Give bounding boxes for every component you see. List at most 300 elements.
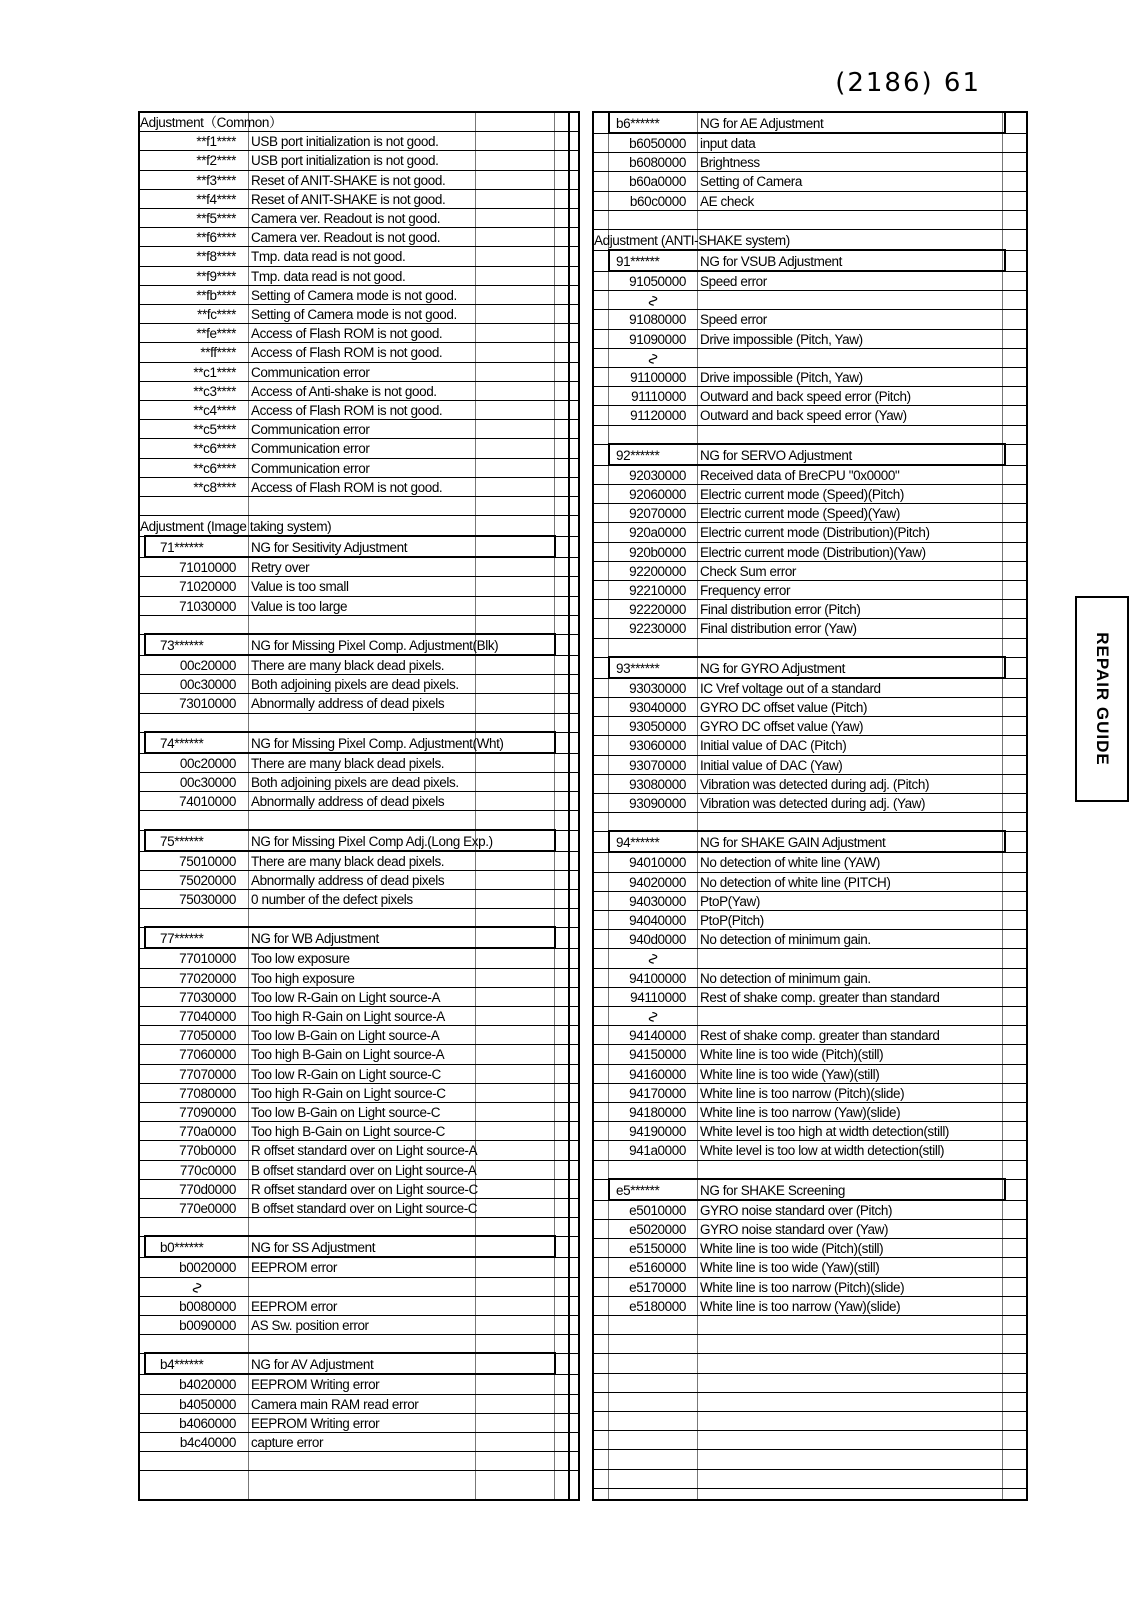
table-row bbox=[140, 305, 578, 324]
table-row bbox=[594, 1239, 1026, 1258]
error-code: 77050000 bbox=[179, 1028, 236, 1044]
error-description: GYRO noise standard over (Yaw) bbox=[700, 1222, 889, 1237]
table-row bbox=[594, 1220, 1026, 1239]
table-row bbox=[140, 171, 578, 190]
error-code: 92220000 bbox=[629, 602, 686, 618]
error-code: **f1**** bbox=[196, 134, 236, 150]
error-description: Access of Flash ROM is not good. bbox=[251, 479, 443, 495]
error-code: e5150000 bbox=[629, 1241, 686, 1257]
error-description: Too low B-Gain on Light source-A bbox=[251, 1028, 440, 1044]
error-code: 00c30000 bbox=[179, 677, 236, 693]
error-description: White line is too narrow (Yaw)(slide) bbox=[700, 1298, 901, 1314]
error-code: b0090000 bbox=[179, 1318, 236, 1333]
error-code: 91100000 bbox=[630, 370, 686, 385]
table-row bbox=[594, 581, 1026, 600]
page-number: (2186) 61 bbox=[835, 68, 981, 98]
error-description: Too low R-Gain on Light source-A bbox=[251, 989, 441, 1005]
error-code: 92230000 bbox=[629, 621, 686, 637]
group-code: 92****** bbox=[616, 447, 660, 463]
error-code: 93030000 bbox=[629, 680, 686, 696]
table-row bbox=[140, 871, 578, 890]
table-row bbox=[140, 209, 578, 228]
table-row bbox=[594, 272, 1026, 291]
table-row bbox=[140, 459, 578, 478]
error-code: 77060000 bbox=[179, 1047, 236, 1063]
error-code: e5020000 bbox=[629, 1222, 686, 1237]
table-row bbox=[140, 286, 578, 305]
error-code: 770a0000 bbox=[179, 1124, 236, 1140]
right-rows bbox=[594, 113, 1026, 1499]
range-row bbox=[594, 1007, 1026, 1026]
group-header bbox=[594, 251, 1026, 272]
range-tilde-icon: ∿ bbox=[644, 952, 662, 966]
error-description: Tmp. data read is not good. bbox=[251, 249, 406, 265]
error-code: 941a0000 bbox=[629, 1143, 686, 1159]
table-row bbox=[140, 675, 578, 694]
error-code: e5170000 bbox=[629, 1279, 686, 1295]
error-description: White line is too narrow (Pitch)(slide) bbox=[700, 1085, 905, 1101]
error-code: 93040000 bbox=[629, 700, 686, 715]
table-row bbox=[140, 1375, 578, 1394]
section-header bbox=[140, 113, 578, 132]
table-row bbox=[594, 892, 1026, 911]
error-description: Vibration was detected during adj. (Yaw) bbox=[700, 796, 926, 811]
error-description: White line is too wide (Yaw)(still) bbox=[700, 1260, 880, 1276]
error-code: b6080000 bbox=[629, 155, 686, 171]
error-description: Too low R-Gain on Light source-C bbox=[251, 1066, 441, 1082]
error-description: Electric current mode (Speed)(Yaw) bbox=[700, 506, 900, 522]
error-description: Abnormally address of dead pixels bbox=[251, 872, 445, 888]
blank-row bbox=[594, 211, 1026, 230]
left-error-table bbox=[138, 111, 580, 1501]
group-header bbox=[140, 537, 578, 558]
error-code: **c3**** bbox=[193, 383, 236, 399]
error-code: 94030000 bbox=[629, 893, 686, 909]
error-code: **f8**** bbox=[196, 249, 236, 265]
table-row bbox=[140, 439, 578, 458]
error-code: 77090000 bbox=[179, 1105, 236, 1120]
error-code: 94040000 bbox=[629, 913, 686, 928]
error-code: 71030000 bbox=[179, 598, 236, 614]
error-code: 94020000 bbox=[629, 874, 686, 890]
error-description: EEPROM Writing error bbox=[251, 1415, 380, 1431]
error-description: IC Vref voltage out of a standard bbox=[700, 680, 881, 696]
error-description: Both adjoining pixels are dead pixels. bbox=[251, 775, 459, 790]
group-title: NG for GYRO Adjustment bbox=[700, 660, 845, 676]
table-row bbox=[140, 577, 578, 596]
error-description: Access of Anti-shake is not good. bbox=[251, 383, 437, 399]
group-title: NG for SHAKE Screening bbox=[700, 1182, 846, 1198]
table-row bbox=[140, 247, 578, 266]
table-row bbox=[140, 852, 578, 871]
error-code: **c6**** bbox=[193, 460, 236, 476]
error-code: 93050000 bbox=[629, 719, 686, 735]
error-description: Frequency error bbox=[700, 583, 791, 598]
error-description: input data bbox=[700, 136, 756, 151]
error-code: 770d0000 bbox=[179, 1181, 236, 1197]
error-code: 920a0000 bbox=[629, 525, 686, 541]
error-description: Initial value of DAC (Yaw) bbox=[700, 757, 843, 773]
table-row bbox=[594, 873, 1026, 892]
error-code: 91110000 bbox=[631, 389, 686, 405]
error-description: Access of Flash ROM is not good. bbox=[251, 403, 443, 418]
table-row bbox=[594, 466, 1026, 485]
group-title: NG for SERVO Adjustment bbox=[700, 447, 852, 463]
error-description: GYRO DC offset value (Yaw) bbox=[700, 719, 864, 735]
group-title: NG for VSUB Adjustment bbox=[700, 254, 843, 269]
group-header bbox=[594, 658, 1026, 679]
error-code: 92030000 bbox=[629, 467, 686, 483]
group-title: NG for Missing Pixel Comp. Adjustment(Wht) bbox=[251, 735, 504, 751]
error-code: 93080000 bbox=[629, 776, 686, 792]
error-description: capture error bbox=[251, 1435, 324, 1450]
error-description: Reset of ANIT-SHAKE is not good. bbox=[251, 172, 446, 188]
error-code: 00c20000 bbox=[179, 658, 236, 673]
group-title: NG for Sesitivity Adjustment bbox=[251, 540, 408, 556]
error-description: Electric current mode (Distribution)(Yaw) bbox=[700, 544, 926, 560]
error-description: B offset standard over on Light source-A bbox=[251, 1162, 477, 1178]
error-description: Drive impossible (Pitch, Yaw) bbox=[700, 331, 863, 347]
error-description: Received data of BreCPU "0x0000" bbox=[700, 467, 900, 483]
table-row bbox=[594, 368, 1026, 387]
error-description: PtoP(Yaw) bbox=[700, 893, 760, 909]
error-description: R offset standard over on Light source-A bbox=[251, 1143, 478, 1159]
table-row bbox=[140, 1297, 578, 1316]
error-code: 94110000 bbox=[630, 989, 686, 1005]
table-row bbox=[140, 1007, 578, 1026]
error-description: Setting of Camera mode is not good. bbox=[251, 307, 457, 322]
error-code: b60c0000 bbox=[629, 193, 686, 209]
error-description: There are many black dead pixels. bbox=[251, 853, 445, 869]
error-code: 94190000 bbox=[629, 1124, 686, 1140]
group-code: 93****** bbox=[616, 660, 660, 676]
group-code: e5****** bbox=[616, 1182, 660, 1198]
blank-row bbox=[594, 1431, 1026, 1450]
error-code: e5180000 bbox=[629, 1298, 686, 1314]
group-header bbox=[594, 832, 1026, 853]
group-code: 91****** bbox=[616, 254, 660, 269]
group-title: NG for Missing Pixel Comp Adj.(Long Exp.) bbox=[251, 833, 493, 849]
group-title: NG for Missing Pixel Comp. Adjustment(Blk) bbox=[251, 638, 499, 653]
error-description: Initial value of DAC (Pitch) bbox=[700, 738, 847, 754]
table-row bbox=[594, 775, 1026, 794]
error-description: Drive impossible (Pitch, Yaw) bbox=[700, 370, 863, 385]
error-code: 920b0000 bbox=[629, 544, 686, 560]
table-row bbox=[594, 172, 1026, 191]
error-code: 770e0000 bbox=[179, 1201, 236, 1216]
group-code: 73****** bbox=[160, 638, 204, 653]
error-code: **f6**** bbox=[196, 230, 236, 246]
group-code: b6****** bbox=[616, 116, 660, 131]
error-code: 94100000 bbox=[629, 970, 686, 986]
group-header bbox=[140, 1237, 578, 1258]
group-header bbox=[140, 635, 578, 656]
error-code: 73010000 bbox=[179, 696, 236, 712]
error-description: Value is too large bbox=[251, 598, 348, 614]
error-description: Vibration was detected during adj. (Pitch) bbox=[700, 776, 930, 792]
table-row bbox=[594, 619, 1026, 638]
table-row bbox=[140, 1141, 578, 1160]
error-description: White level is too high at width detection(still) bbox=[700, 1124, 950, 1140]
error-code: b60a0000 bbox=[629, 174, 686, 190]
error-code: 94140000 bbox=[629, 1028, 686, 1044]
error-description: Too high exposure bbox=[251, 970, 355, 986]
error-description: No detection of minimum gain. bbox=[700, 970, 871, 986]
table-row bbox=[594, 192, 1026, 211]
error-description: Camera ver. Readout is not good. bbox=[251, 211, 441, 226]
group-header bbox=[594, 1180, 1026, 1201]
table-row bbox=[140, 773, 578, 792]
group-header bbox=[140, 733, 578, 754]
error-code: 77040000 bbox=[179, 1009, 236, 1024]
table-row bbox=[594, 1278, 1026, 1297]
table-row bbox=[594, 1141, 1026, 1160]
error-code: **c8**** bbox=[193, 479, 236, 495]
group-code: b0****** bbox=[160, 1240, 204, 1256]
table-row bbox=[594, 911, 1026, 930]
error-description: Communication error bbox=[251, 460, 370, 476]
table-row bbox=[140, 1026, 578, 1045]
group-code: 94****** bbox=[616, 835, 660, 851]
error-description: Too low exposure bbox=[251, 951, 350, 967]
error-description: USB port initialization is not good. bbox=[251, 153, 439, 169]
blank-row bbox=[594, 1335, 1026, 1354]
blank-row bbox=[594, 1450, 1026, 1469]
table-row bbox=[140, 267, 578, 286]
table-row bbox=[140, 132, 578, 151]
error-code: 75020000 bbox=[179, 872, 236, 888]
error-description: Both adjoining pixels are dead pixels. bbox=[251, 677, 459, 693]
group-header bbox=[594, 113, 1026, 134]
error-description: EEPROM error bbox=[251, 1260, 337, 1276]
error-description: Rest of shake comp. greater than standard bbox=[700, 1028, 940, 1044]
table-row bbox=[140, 597, 578, 616]
table-row bbox=[594, 562, 1026, 581]
repair-guide-tab bbox=[1075, 596, 1129, 802]
error-code: 94010000 bbox=[629, 855, 686, 871]
error-description: Too low B-Gain on Light source-C bbox=[251, 1105, 441, 1120]
error-code: e5010000 bbox=[629, 1202, 686, 1218]
error-code: 94170000 bbox=[629, 1085, 686, 1101]
table-row bbox=[594, 756, 1026, 775]
group-header bbox=[140, 831, 578, 852]
error-code: 75030000 bbox=[179, 892, 236, 907]
table-row bbox=[140, 1316, 578, 1335]
error-description: Communication error bbox=[251, 422, 370, 438]
table-row bbox=[140, 694, 578, 713]
table-row bbox=[140, 1045, 578, 1064]
error-code: 71010000 bbox=[179, 560, 236, 576]
error-description: Speed error bbox=[700, 312, 767, 328]
error-description: White line is too wide (Pitch)(still) bbox=[700, 1047, 884, 1063]
error-description: Value is too small bbox=[251, 579, 349, 595]
blank-row bbox=[594, 1316, 1026, 1335]
table-row bbox=[594, 330, 1026, 349]
error-code: 92070000 bbox=[629, 506, 686, 522]
error-description: Access of Flash ROM is not good. bbox=[251, 326, 443, 342]
error-description: White line is too wide (Pitch)(still) bbox=[700, 1241, 884, 1257]
error-description: AE check bbox=[700, 193, 754, 209]
error-description: Too high R-Gain on Light source-A bbox=[251, 1009, 445, 1024]
error-code: 00c30000 bbox=[179, 775, 236, 790]
range-tilde-icon: ∿ bbox=[644, 1010, 662, 1024]
error-description: Speed error bbox=[700, 274, 767, 289]
table-row bbox=[594, 600, 1026, 619]
error-code: 940d0000 bbox=[629, 932, 686, 948]
table-row bbox=[594, 736, 1026, 755]
error-description: Outward and back speed error (Pitch) bbox=[700, 389, 911, 405]
error-description: R offset standard over on Light source-C bbox=[251, 1181, 478, 1197]
error-code: b4020000 bbox=[179, 1377, 236, 1393]
error-description: No detection of white line (YAW) bbox=[700, 855, 881, 871]
table-row bbox=[140, 324, 578, 343]
table-row bbox=[140, 190, 578, 209]
table-row bbox=[140, 343, 578, 362]
table-row bbox=[140, 1199, 578, 1218]
table-row bbox=[594, 1084, 1026, 1103]
error-description: Check Sum error bbox=[700, 563, 797, 579]
error-code: **f2**** bbox=[196, 153, 236, 169]
group-title: NG for WB Adjustment bbox=[251, 931, 379, 947]
range-tilde-icon: ∿ bbox=[644, 351, 662, 365]
error-code: **fc**** bbox=[197, 307, 236, 322]
section-title: Adjustment (Image taking system) bbox=[140, 519, 332, 535]
table-row bbox=[140, 890, 578, 909]
table-row bbox=[140, 382, 578, 401]
group-code: 75****** bbox=[160, 833, 204, 849]
table-row bbox=[140, 1414, 578, 1433]
error-description: GYRO noise standard over (Pitch) bbox=[700, 1202, 893, 1218]
error-code: 770c0000 bbox=[179, 1162, 236, 1178]
table-row bbox=[140, 1180, 578, 1199]
error-code: 770b0000 bbox=[179, 1143, 236, 1159]
error-description: EEPROM Writing error bbox=[251, 1377, 380, 1393]
table-row bbox=[594, 930, 1026, 949]
group-header bbox=[140, 1354, 578, 1375]
repair-guide-label: REPAIR GUIDE bbox=[1093, 632, 1112, 766]
error-code: 77010000 bbox=[179, 951, 236, 967]
section-header bbox=[594, 230, 1026, 251]
error-description: There are many black dead pixels. bbox=[251, 755, 445, 771]
table-row bbox=[594, 543, 1026, 562]
group-code: b4****** bbox=[160, 1357, 204, 1373]
table-row bbox=[140, 1065, 578, 1084]
error-description: Reset of ANIT-SHAKE is not good. bbox=[251, 191, 446, 207]
group-code: 71****** bbox=[160, 540, 204, 556]
table-row bbox=[594, 1297, 1026, 1316]
table-row bbox=[140, 401, 578, 420]
error-description: No detection of white line (PITCH) bbox=[700, 874, 891, 890]
group-code: 74****** bbox=[160, 735, 204, 751]
table-row bbox=[140, 754, 578, 773]
table-row bbox=[594, 387, 1026, 406]
table-row bbox=[140, 1395, 578, 1414]
error-code: 75010000 bbox=[179, 853, 236, 869]
error-description: GYRO DC offset value (Pitch) bbox=[700, 700, 868, 715]
table-row bbox=[140, 478, 578, 497]
range-row bbox=[140, 1278, 578, 1297]
table-row bbox=[594, 504, 1026, 523]
error-code: b0080000 bbox=[179, 1298, 236, 1314]
error-description: Camera main RAM read error bbox=[251, 1396, 419, 1412]
range-row bbox=[594, 291, 1026, 310]
table-row bbox=[594, 406, 1026, 425]
error-code: 74010000 bbox=[179, 794, 236, 810]
blank-row bbox=[594, 1470, 1026, 1489]
error-description: Retry over bbox=[251, 560, 310, 576]
left-rows bbox=[140, 113, 578, 1499]
table-row bbox=[594, 1201, 1026, 1220]
table-row bbox=[140, 1161, 578, 1180]
table-row bbox=[594, 1045, 1026, 1064]
table-row bbox=[140, 363, 578, 382]
table-row bbox=[594, 679, 1026, 698]
section-title: Adjustment（Common） bbox=[140, 115, 283, 130]
error-code: b4060000 bbox=[179, 1415, 236, 1431]
table-row bbox=[594, 1103, 1026, 1122]
range-row bbox=[594, 349, 1026, 368]
table-row bbox=[594, 988, 1026, 1007]
error-code: 77020000 bbox=[179, 970, 236, 986]
section-header bbox=[140, 516, 578, 537]
error-code: **c5**** bbox=[193, 422, 236, 438]
error-code: 00c20000 bbox=[179, 755, 236, 771]
error-description: Setting of Camera bbox=[700, 174, 803, 190]
table-row bbox=[140, 656, 578, 675]
error-code: 91050000 bbox=[629, 274, 686, 289]
table-row bbox=[594, 1065, 1026, 1084]
error-code: **c4**** bbox=[193, 403, 236, 418]
blank-row bbox=[594, 1354, 1026, 1373]
error-description: Outward and back speed error (Yaw) bbox=[700, 408, 907, 424]
table-row bbox=[140, 792, 578, 811]
error-description: Too high B-Gain on Light source-A bbox=[251, 1047, 445, 1063]
error-description: Brightness bbox=[700, 155, 760, 171]
table-row bbox=[140, 1103, 578, 1122]
error-code: 93090000 bbox=[629, 796, 686, 811]
group-title: NG for SS Adjustment bbox=[251, 1240, 376, 1256]
error-code: 77070000 bbox=[179, 1066, 236, 1082]
range-tilde-icon: ∿ bbox=[188, 1280, 206, 1294]
error-code: 94150000 bbox=[629, 1047, 686, 1063]
error-code: 71020000 bbox=[179, 579, 236, 595]
error-code: b6050000 bbox=[629, 136, 686, 151]
group-title: NG for AE Adjustment bbox=[700, 116, 824, 131]
error-code: 77030000 bbox=[179, 989, 236, 1005]
table-row bbox=[594, 698, 1026, 717]
error-code: 92200000 bbox=[629, 563, 686, 579]
group-header bbox=[594, 445, 1026, 466]
error-description: Setting of Camera mode is not good. bbox=[251, 287, 457, 303]
table-row bbox=[140, 151, 578, 170]
error-code: 92210000 bbox=[629, 583, 686, 598]
error-description: Too high B-Gain on Light source-C bbox=[251, 1124, 445, 1140]
group-title: NG for AV Adjustment bbox=[251, 1357, 374, 1373]
error-description: Too high R-Gain on Light source-C bbox=[251, 1085, 446, 1101]
table-row bbox=[594, 717, 1026, 736]
blank-row bbox=[594, 1412, 1026, 1431]
error-description: Abnormally address of dead pixels bbox=[251, 696, 445, 712]
error-description: No detection of minimum gain. bbox=[700, 932, 871, 948]
table-row bbox=[140, 1258, 578, 1277]
error-description: White level is too low at width detection(still) bbox=[700, 1143, 945, 1159]
table-row bbox=[594, 485, 1026, 504]
error-description: USB port initialization is not good. bbox=[251, 134, 439, 150]
group-header bbox=[140, 928, 578, 949]
error-description: Final distribution error (Yaw) bbox=[700, 621, 857, 637]
error-description: Communication error bbox=[251, 364, 370, 380]
blank-row bbox=[140, 1452, 578, 1471]
